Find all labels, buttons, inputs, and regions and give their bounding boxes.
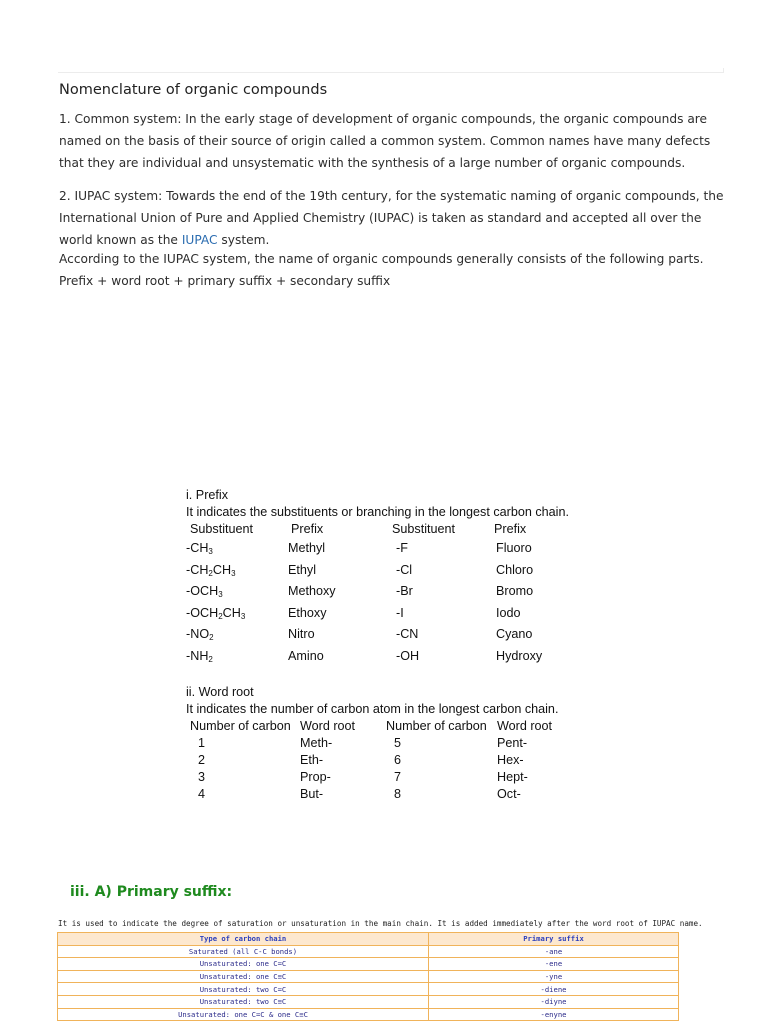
prefix-title: i. Prefix — [186, 488, 228, 502]
word-root-cell: Meth- — [300, 736, 333, 750]
iupac-parts-intro: According to the IUPAC system, the name of organic compounds generally consists of the following parts. — [59, 252, 704, 266]
word-root-cell: Eth- — [300, 753, 324, 767]
substituent-cell: -Br — [396, 584, 413, 599]
primary-suffix-cell: -ene — [429, 958, 679, 971]
prefix-cell: Nitro — [288, 627, 315, 642]
word-root-title: ii. Word root — [186, 685, 254, 699]
substituent-cell: $-CH_3$ — [186, 541, 213, 556]
prefix-cell: Ethoxy — [288, 605, 327, 620]
carbon-chain-type-cell: Unsaturated: two C=C — [58, 983, 429, 996]
prefix-cell: Bromo — [496, 584, 534, 599]
primary-suffix-cell: -diyne — [429, 995, 679, 1008]
primary-suffix-table — [57, 932, 679, 1021]
word-root-cell: Oct- — [497, 787, 521, 801]
prefix-cell: Methyl — [288, 541, 326, 555]
table-row — [58, 995, 679, 1008]
carbon-number-cell: 2 — [198, 753, 206, 767]
header-primary-suffix: Primary suffix — [429, 933, 679, 946]
table-row — [58, 1008, 679, 1021]
name-formula: Prefix + word root + primary suffix + secondary suffix — [59, 274, 391, 288]
substituent-cell: $-OCH_2CH_3$ — [186, 605, 246, 621]
prefix-cell: Fluoro — [496, 541, 532, 555]
primary-suffix-body — [58, 945, 679, 1021]
substituent-cell: -CN — [396, 627, 419, 642]
substituent-cell: -I — [396, 605, 404, 620]
prefix-header-substituent-2: Substituent — [392, 522, 456, 536]
word-root-cell: Hex- — [497, 753, 524, 767]
prefix-header-prefix-1: Prefix — [291, 522, 324, 536]
header-type-of-carbon-chain: Type of carbon chain — [58, 933, 429, 946]
prefix-cell: Ethyl — [288, 562, 316, 577]
table-row — [58, 958, 679, 971]
substituent-cell: $-CH_2CH_3$ — [186, 562, 236, 578]
prefix-cell: Iodo — [496, 605, 521, 620]
substituent-cell: -F — [396, 541, 408, 555]
primary-suffix-cell: -ane — [429, 945, 679, 958]
word-root-cell: Hept- — [497, 770, 528, 784]
substituent-cell: -Cl — [396, 562, 413, 577]
carbon-number-cell: 1 — [198, 736, 206, 750]
primary-suffix-cell: -diene — [429, 983, 679, 996]
common-system-paragraph: 1. Common system: In the early stage of development of organic compounds, the organic compounds are named on the basis of their source of origin called a common system. Common names have many defects that they are individual and unsystematic with the synthesis of a large number of organic compounds. — [59, 112, 711, 170]
primary-suffix-cell: -enyne — [429, 1008, 679, 1021]
page-title: Nomenclature of organic compounds — [59, 82, 328, 98]
word-root-cell: Pent- — [497, 736, 528, 750]
table-row — [58, 945, 679, 958]
prefix-cell: Hydroxy — [496, 649, 543, 663]
table-row — [58, 983, 679, 996]
iupac-system-paragraph — [59, 185, 725, 251]
carbon-number-cell: 3 — [198, 770, 206, 784]
word-root-header-number-1: Number of carbon — [190, 719, 291, 733]
primary-suffix-header-row — [58, 933, 679, 946]
prefix-header-substituent-1: Substituent — [190, 522, 254, 536]
substituent-cell: -OH — [396, 649, 420, 663]
word-root-cell: But- — [300, 787, 324, 801]
prefix-description: It indicates the substituents or branching in the longest carbon chain. — [186, 505, 569, 519]
primary-suffix-heading: iii. A) Primary suffix: — [70, 884, 233, 900]
substituent-cell: $-OCH_3$ — [186, 584, 223, 600]
carbon-chain-type-cell: Unsaturated: one C=C — [58, 958, 429, 971]
iupac-link[interactable]: IUPAC — [181, 233, 218, 247]
prefix-cell: Amino — [288, 649, 324, 663]
carbon-chain-type-cell: Unsaturated: two C≡C — [58, 995, 429, 1008]
carbon-number-cell: 4 — [198, 787, 206, 801]
carbon-chain-type-cell: Unsaturated: one C≡C — [58, 970, 429, 983]
prefix-cell: Chloro — [496, 562, 534, 577]
carbon-number-cell: 8 — [394, 787, 402, 801]
substituent-cell: $-NO_2$ — [186, 627, 214, 643]
table-row — [58, 970, 679, 983]
word-root-header-root-2: Word root — [497, 719, 553, 733]
word-root-description: It indicates the number of carbon atom in the longest carbon chain. — [186, 702, 559, 716]
carbon-number-cell: 7 — [394, 770, 402, 784]
prefix-cell: Cyano — [496, 627, 533, 642]
prefix-cell: Methoxy — [288, 584, 336, 599]
carbon-number-cell: 5 — [394, 736, 402, 750]
carbon-number-cell: 6 — [394, 753, 402, 767]
prefix-header-prefix-2: Prefix — [494, 522, 527, 536]
carbon-chain-type-cell: Saturated (all C-C bonds) — [58, 945, 429, 958]
iupac-text-before: 2. IUPAC system: Towards the end of the 19th century, for the systematic naming of organic compounds, the International Union of Pure and Applied Chemistry (IUPAC) is taken as standard and accepted all over the world known as the — [59, 189, 724, 247]
primary-suffix-cell: -yne — [429, 970, 679, 983]
word-root-cell: Prop- — [300, 770, 331, 784]
primary-suffix-description: It is used to indicate the degree of saturation or unsaturation in the main chain. It is added immediately after the word root of IUPAC name. — [58, 919, 703, 928]
word-root-header-root-1: Word root — [300, 719, 356, 733]
substituent-cell: $-NH_2$ — [186, 649, 213, 664]
carbon-chain-type-cell: Unsaturated: one C=C & one C≡C — [58, 1008, 429, 1021]
content-top-border — [58, 72, 724, 73]
word-root-header-number-2: Number of carbon — [386, 719, 487, 733]
iupac-text-after: system. — [217, 233, 270, 247]
